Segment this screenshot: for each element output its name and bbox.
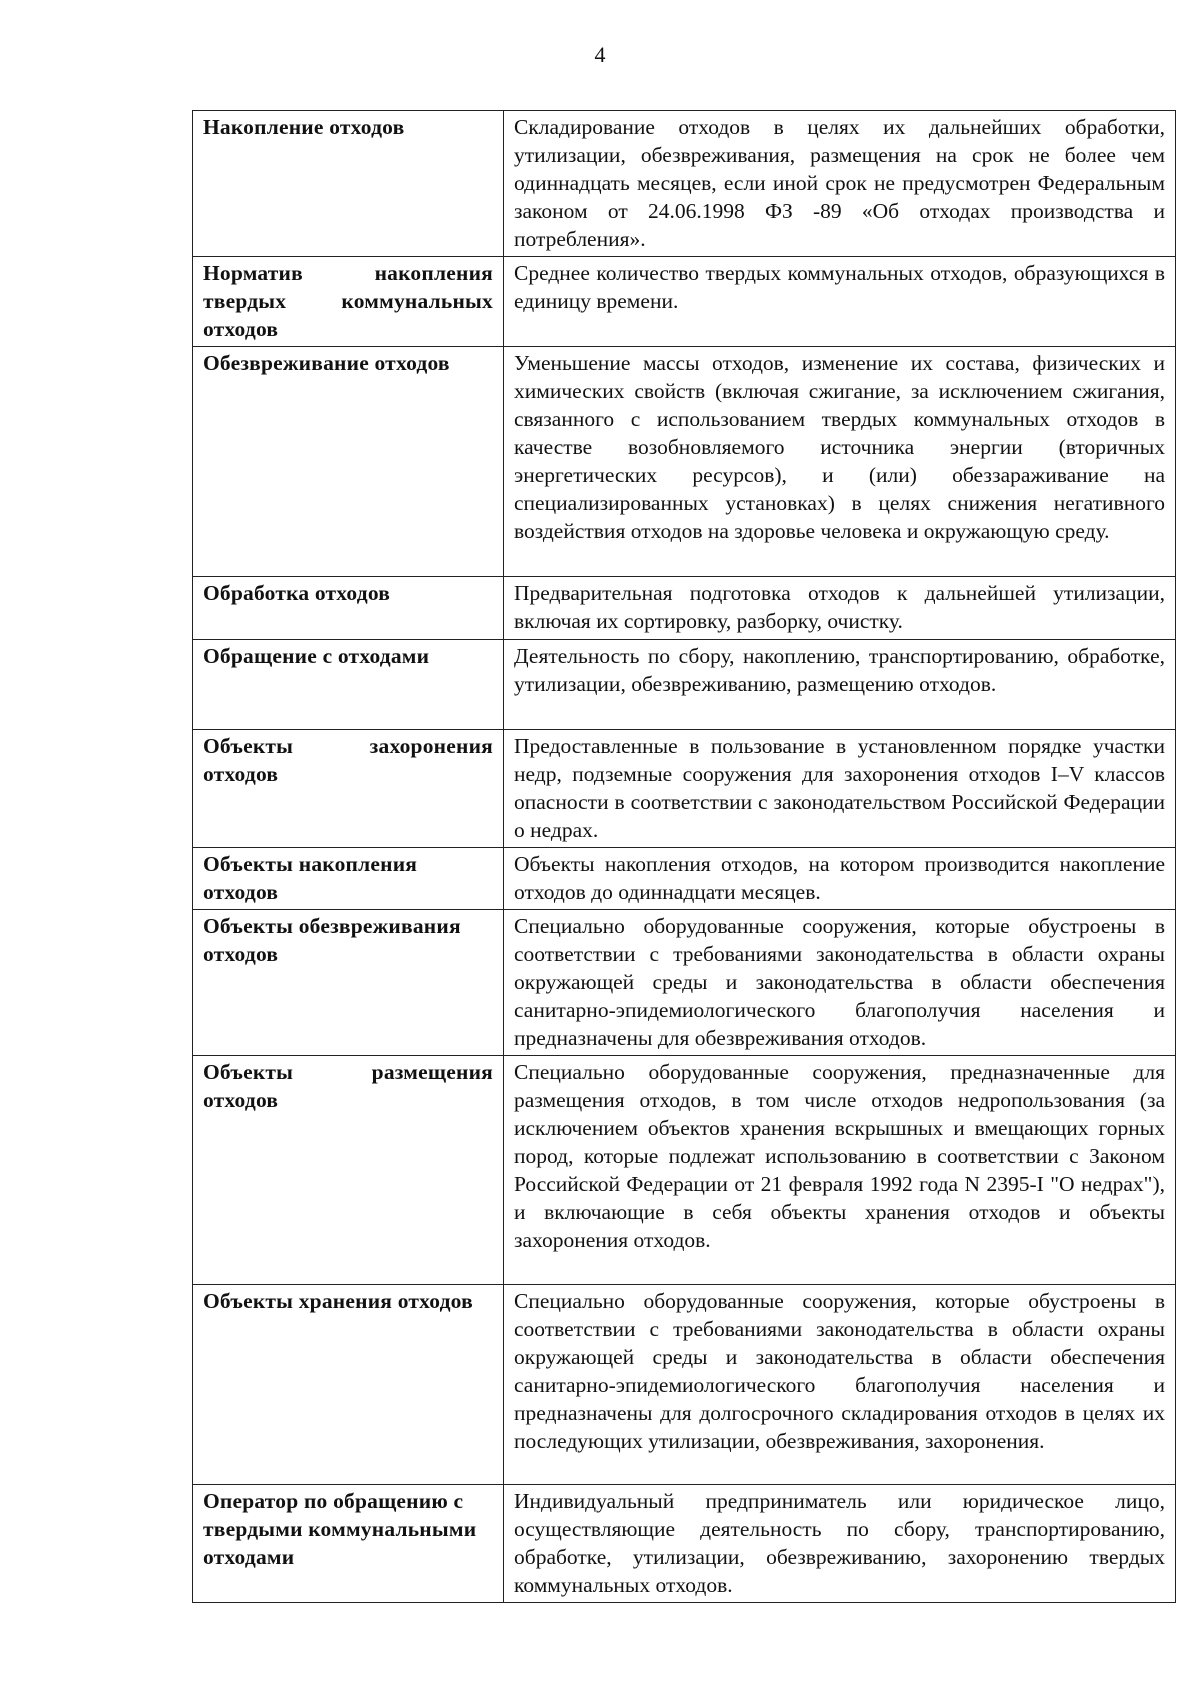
table-row bbox=[193, 730, 1176, 848]
table-row bbox=[193, 1485, 1176, 1603]
definition-cell: Предоставленные в пользование в установленном порядке участки недр, подземные сооружения для захоронения отходов I–V классов опасности в соответствии с законодательством Российской Федерации о недрах. bbox=[504, 730, 1176, 848]
definition-cell: Специально оборудованные сооружения, предназначенные для размещения отходов, в том числе отходов недропользования (за исключением объектов хранения вскрышных и вмещающих горных пород, которые подлежат использованию в соответствии с Законом Российской Федерации от 21 февраля 1992 года N 2395-I "О недрах"), и включающие в себя объекты хранения отходов и объекты захоронения отходов. bbox=[504, 1056, 1176, 1285]
table-row bbox=[193, 347, 1176, 577]
glossary-table bbox=[192, 110, 1176, 1603]
definition-cell: Деятельность по сбору, накоплению, транспортированию, обработке, утилизации, обезвреживанию, размещению отходов. bbox=[504, 640, 1176, 730]
term-cell: Норматив накопления твердых коммунальных отходов bbox=[193, 257, 504, 347]
table-row bbox=[193, 1056, 1176, 1285]
table-row bbox=[193, 111, 1176, 257]
term-cell: Накопление отходов bbox=[193, 111, 504, 257]
table-row bbox=[193, 257, 1176, 347]
definition-cell: Специально оборудованные сооружения, которые обустроены в соответствии с требованиями законодательства в области охраны окружающей среды и законодательства в области обеспечения санитарно-эпидемиологического благополучия населения и предназначены для долгосрочного складирования отходов в целях их последующих утилизации, обезвреживания, захоронения. bbox=[504, 1285, 1176, 1485]
term-cell: Обращение с отходами bbox=[193, 640, 504, 730]
table-row bbox=[193, 848, 1176, 910]
table-row bbox=[193, 910, 1176, 1056]
term-cell: Объекты обезвреживания отходов bbox=[193, 910, 504, 1056]
table-row bbox=[193, 640, 1176, 730]
term-cell: Объекты размещения отходов bbox=[193, 1056, 504, 1285]
term-cell: Объекты накопления отходов bbox=[193, 848, 504, 910]
table-row bbox=[193, 577, 1176, 640]
term-cell: Обезвреживание отходов bbox=[193, 347, 504, 577]
term-cell: Обработка отходов bbox=[193, 577, 504, 640]
definition-cell: Среднее количество твердых коммунальных отходов, образующихся в единицу времени. bbox=[504, 257, 1176, 347]
definition-cell: Специально оборудованные сооружения, которые обустроены в соответствии с требованиями законодательства в области охраны окружающей среды и законодательства в области обеспечения санитарно-эпидемиологического благополучия населения и предназначены для обезвреживания отходов. bbox=[504, 910, 1176, 1056]
term-cell: Оператор по обращению с твердыми коммунальными отходами bbox=[193, 1485, 504, 1603]
definition-cell: Предварительная подготовка отходов к дальнейшей утилизации, включая их сортировку, разборку, очистку. bbox=[504, 577, 1176, 640]
table-row bbox=[193, 1285, 1176, 1485]
definition-cell: Объекты накопления отходов, на котором производится накопление отходов до одиннадцати месяцев. bbox=[504, 848, 1176, 910]
definition-cell: Уменьшение массы отходов, изменение их состава, физических и химических свойств (включая сжигание, за исключением сжигания, связанного с использованием твердых коммунальных отходов в качестве возобновляемого источника энергии (вторичных энергетических ресурсов), и (или) обеззараживание на специализированных установках) в целях снижения негативного воздействия отходов на здоровье человека и окружающую среду. bbox=[504, 347, 1176, 577]
term-cell: Объекты захоронения отходов bbox=[193, 730, 504, 848]
page-number: 4 bbox=[594, 42, 606, 67]
definition-cell: Индивидуальный предприниматель или юридическое лицо, осуществляющие деятельность по сбору, транспортированию, обработке, утилизации, обезвреживанию, захоронению твердых коммунальных отходов. bbox=[504, 1485, 1176, 1603]
definition-cell: Складирование отходов в целях их дальнейших обработки, утилизации, обезвреживания, размещения на срок не более чем одиннадцать месяцев, если иной срок не предусмотрен Федеральным законом от 24.06.1998 ФЗ -89 «Об отходах производства и потребления». bbox=[504, 111, 1176, 257]
term-cell: Объекты хранения отходов bbox=[193, 1285, 504, 1485]
